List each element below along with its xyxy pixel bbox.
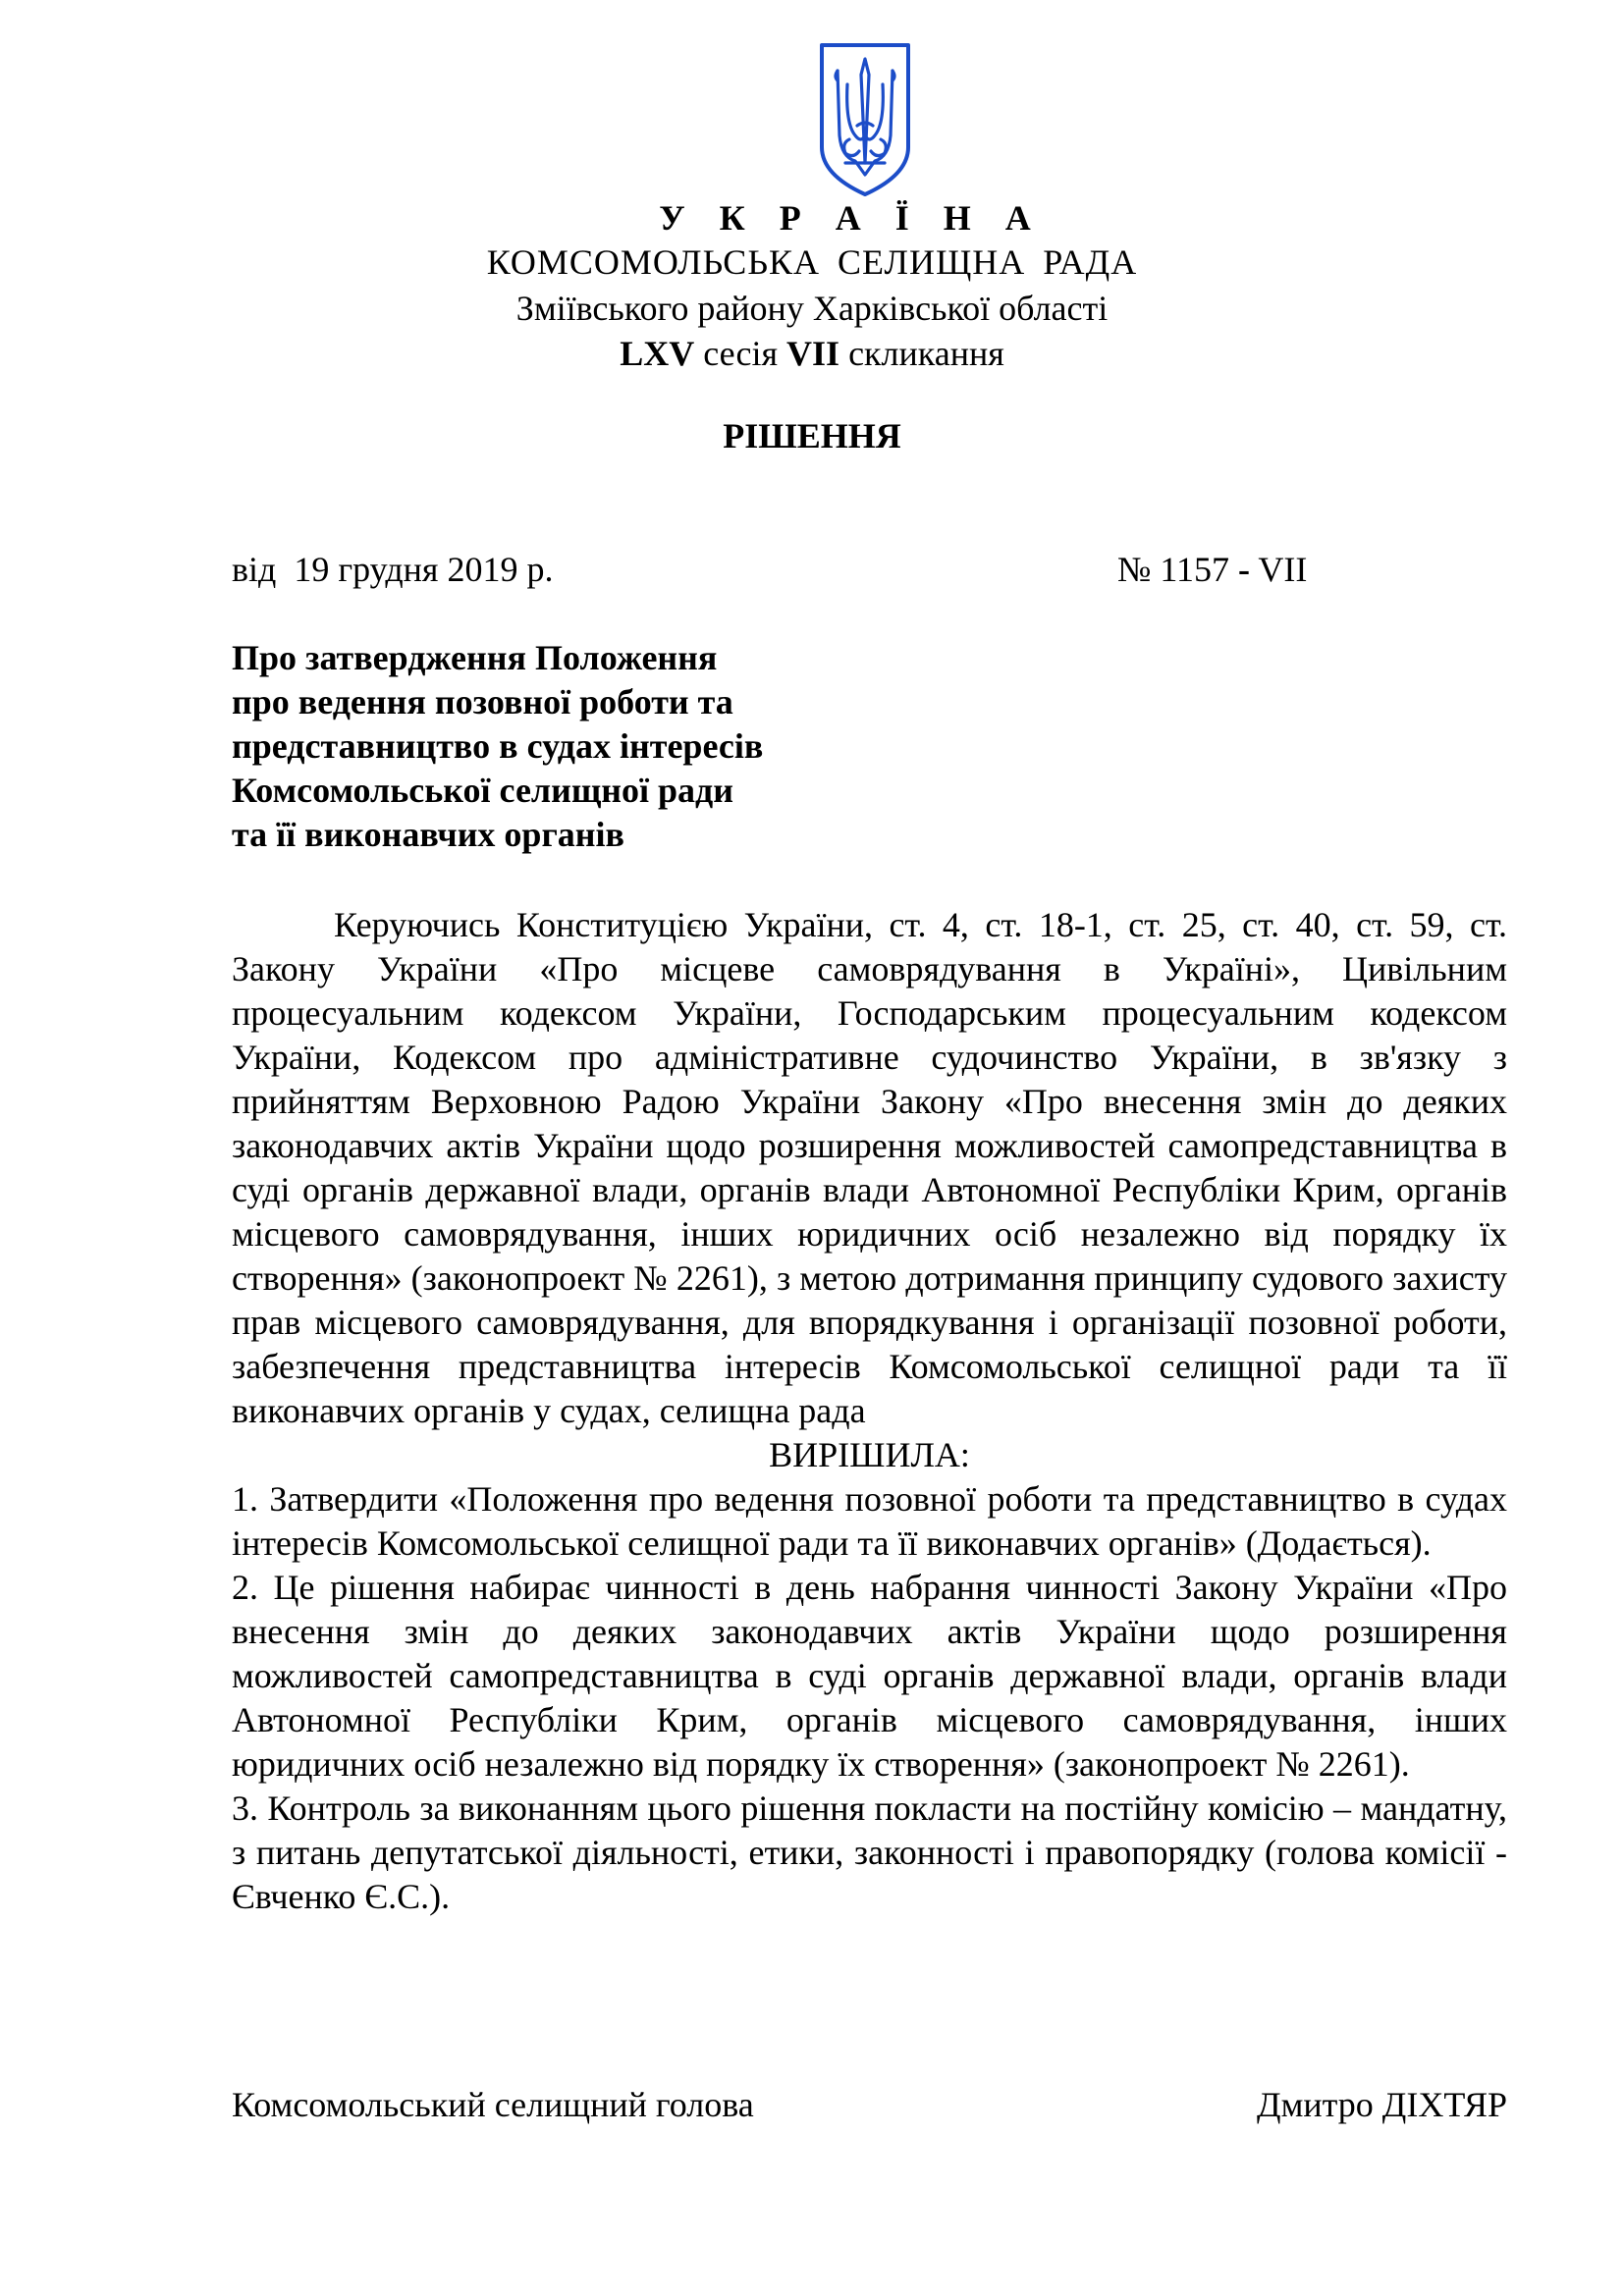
preamble-paragraph: Керуючись Конституцією України, ст. 4, ст. 18-1, ст. 25, ст. 40, ст. 59, ст. Закону України «Про місцеве самоврядування в Україні», Цивільним процесуальним кодексом України, Господарським процесуальним кодексом України, Кодексом про адміністративне судочинство України, в зв'язку з прийняттям Верховною Радою України Закону «Про внесення змін до деяких законодавчих актів України щодо розширення можливостей самопредставництва в суді органів державної влади, органів влади Автономної Республіки Крим, органів місцевого самоврядування, інших юридичних осіб незалежно від порядку їх створення» (законопроект № 2261), з метою дотримання принципу судового захисту прав місцевого самоврядування, для впорядкування і організації позовної роботи, забезпечення представництва інтересів Комсомольської селищної ради та її виконавчих органів у судах, селищна рада xyxy=(232,905,1507,1430)
convocation-label: скликання xyxy=(839,334,1004,373)
decision-number-convocation: VII xyxy=(1250,550,1308,589)
document-type-heading: РІШЕННЯ xyxy=(723,416,901,455)
decision-item: 1. Затвердити «Положення про ведення позовної роботи та представництво в судах інтересів Комсомольської селищної ради та її виконавчих органів» (Додається). xyxy=(232,1479,1507,1563)
session-label: сесія xyxy=(694,334,787,373)
signatory-name: Дмитро ДІХТЯР xyxy=(1257,2085,1507,2124)
resolved-heading: ВИРІШИЛА: xyxy=(769,1435,970,1474)
council-heading: КОМСОМОЛЬСЬКА СЕЛИЩНА РАДА xyxy=(486,242,1138,282)
decision-number-dash: - xyxy=(1238,550,1251,589)
convocation-number: VII xyxy=(786,334,840,373)
subject-line: представництво в судах інтересів xyxy=(232,726,764,766)
subject-line: та її виконавчих органів xyxy=(232,815,624,854)
session-heading xyxy=(0,330,1624,377)
country-heading: У К Р А Ї Н А xyxy=(659,198,1044,238)
decision-item: 3. Контроль за виконанням цього рішення покласти на постійну комісію – мандатну, з питань депутатської діяльності, етики, законності і правопорядку (голова комісії - Євченко Є.С.). xyxy=(232,1789,1507,1916)
decision-number xyxy=(1117,546,1307,593)
decision-number-main: № 1157 xyxy=(1117,550,1239,589)
decision-date: від 19 грудня 2019 р. xyxy=(232,550,554,589)
subject-line: Про затвердження Положення xyxy=(232,638,718,677)
signatory-position: Комсомольський селищний голова xyxy=(232,2085,754,2124)
district-heading: Зміївського району Харківської області xyxy=(515,289,1109,328)
coat-of-arms-icon xyxy=(816,41,914,200)
decision-body xyxy=(232,903,1507,1919)
subject-line: про ведення позовної роботи та xyxy=(232,682,733,721)
decision-item: 2. Це рішення набирає чинності в день набрання чинності Закону України «Про внесення змін до деяких законодавчих актів України щодо розширення можливостей самопредставництва в суді органів державної влади, органів влади Автономної Республіки Крим, органів місцевого самоврядування, інших юридичних осіб незалежно від порядку їх створення» (законопроект № 2261). xyxy=(232,1568,1507,1784)
subject-line: Комсомольської селищної ради xyxy=(232,771,733,810)
session-number: LXV xyxy=(620,334,695,373)
decision-subject xyxy=(232,636,978,857)
